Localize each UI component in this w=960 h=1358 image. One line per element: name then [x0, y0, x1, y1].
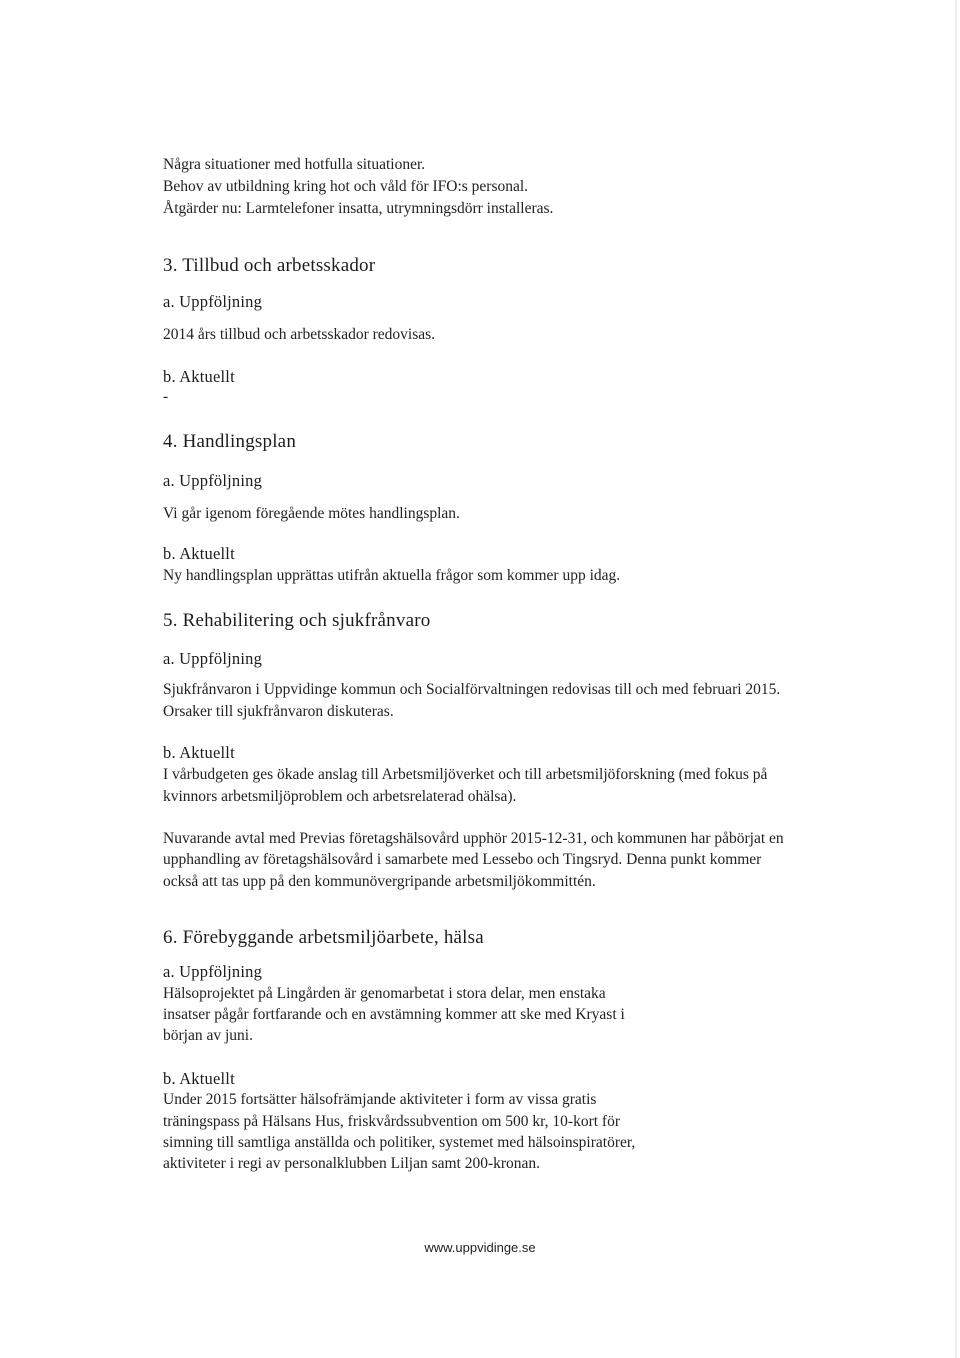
section-3-b-heading: b. Aktuellt: [163, 367, 235, 386]
section-6-a-line-1: Hälsoprojektet på Lingården är genomarbetat i stora delar, men enstaka: [163, 985, 606, 1002]
section-6-b-line-3: simning till samtliga anställda och politiker, systemet med hälsoinspiratörer,: [163, 1134, 636, 1151]
section-6-b-heading: b. Aktuellt: [163, 1069, 235, 1088]
section-5-p-line-2: upphandling av företagshälsovård i samarbete med Lessebo och Tingsryd. Denna punkt kommer: [163, 851, 762, 868]
intro-line-3: Åtgärder nu: Larmtelefoner insatta, utrymningsdörr installeras.: [163, 200, 554, 217]
section-4-b-text: Ny handlingsplan upprättas utifrån aktuella frågor som kommer upp idag.: [163, 567, 621, 584]
footer-url: www.uppvidinge.se: [424, 1240, 536, 1255]
section-3-a-heading: a. Uppföljning: [163, 292, 263, 311]
section-5-a-line-1: Sjukfrånvaron i Uppvidinge kommun och Socialförvaltningen redovisas till och med februari 2015.: [163, 681, 781, 698]
section-5-heading: 5. Rehabilitering och sjukfrånvaro: [163, 610, 431, 631]
section-5-b-line-2: kvinnors arbetsmiljöproblem och arbetsrelaterad ohälsa).: [163, 788, 517, 805]
section-6-a-line-3: början av juni.: [163, 1027, 253, 1044]
section-6-a-heading: a. Uppföljning: [163, 962, 263, 981]
section-6-b-line-1: Under 2015 fortsätter hälsofrämjande aktiviteter i form av vissa gratis: [163, 1091, 597, 1108]
section-3-heading: 3. Tillbud och arbetsskador: [163, 255, 376, 276]
section-3-a-text: 2014 års tillbud och arbetsskador redovisas.: [163, 326, 436, 343]
section-6-heading: 6. Förebyggande arbetsmiljöarbete, hälsa: [163, 927, 484, 948]
section-4-heading: 4. Handlingsplan: [163, 431, 297, 452]
section-5-a-line-2: Orsaker till sjukfrånvaron diskuteras.: [163, 703, 394, 720]
section-6-b-line-4: aktiviteter i regi av personalklubben Liljan samt 200-kronan.: [163, 1155, 541, 1172]
section-5-b-line-1: I vårbudgeten ges ökade anslag till Arbetsmiljöverket och till arbetsmiljöforskning (med fokus på: [163, 766, 768, 783]
intro-line-1: Några situationer med hotfulla situationer.: [163, 156, 426, 173]
section-6-a-line-2: insatser pågår fortfarande och en avstämning kommer att ske med Kryast i: [163, 1006, 625, 1023]
section-6-b-line-2: träningspass på Hälsans Hus, friskvårdssubvention om 500 kr, 10-kort för: [163, 1113, 620, 1130]
scan-edge-line: [955, 0, 957, 1358]
section-4-b-heading: b. Aktuellt: [163, 544, 235, 563]
section-4-a-text: Vi går igenom föregående mötes handlingsplan.: [163, 505, 460, 522]
section-5-p-line-1: Nuvarande avtal med Previas företagshälsovård upphör 2015-12-31, och kommunen har påbörjat en: [163, 830, 784, 847]
section-4-a-heading: a. Uppföljning: [163, 471, 263, 490]
intro-line-2: Behov av utbildning kring hot och våld för IFO:s personal.: [163, 178, 529, 195]
section-5-a-heading: a. Uppföljning: [163, 649, 263, 668]
section-5-b-heading: b. Aktuellt: [163, 743, 235, 762]
section-5-p-line-3: också att tas upp på den kommunövergripande arbetsmiljökommittén.: [163, 873, 596, 890]
section-3-b-text: -: [163, 388, 169, 405]
